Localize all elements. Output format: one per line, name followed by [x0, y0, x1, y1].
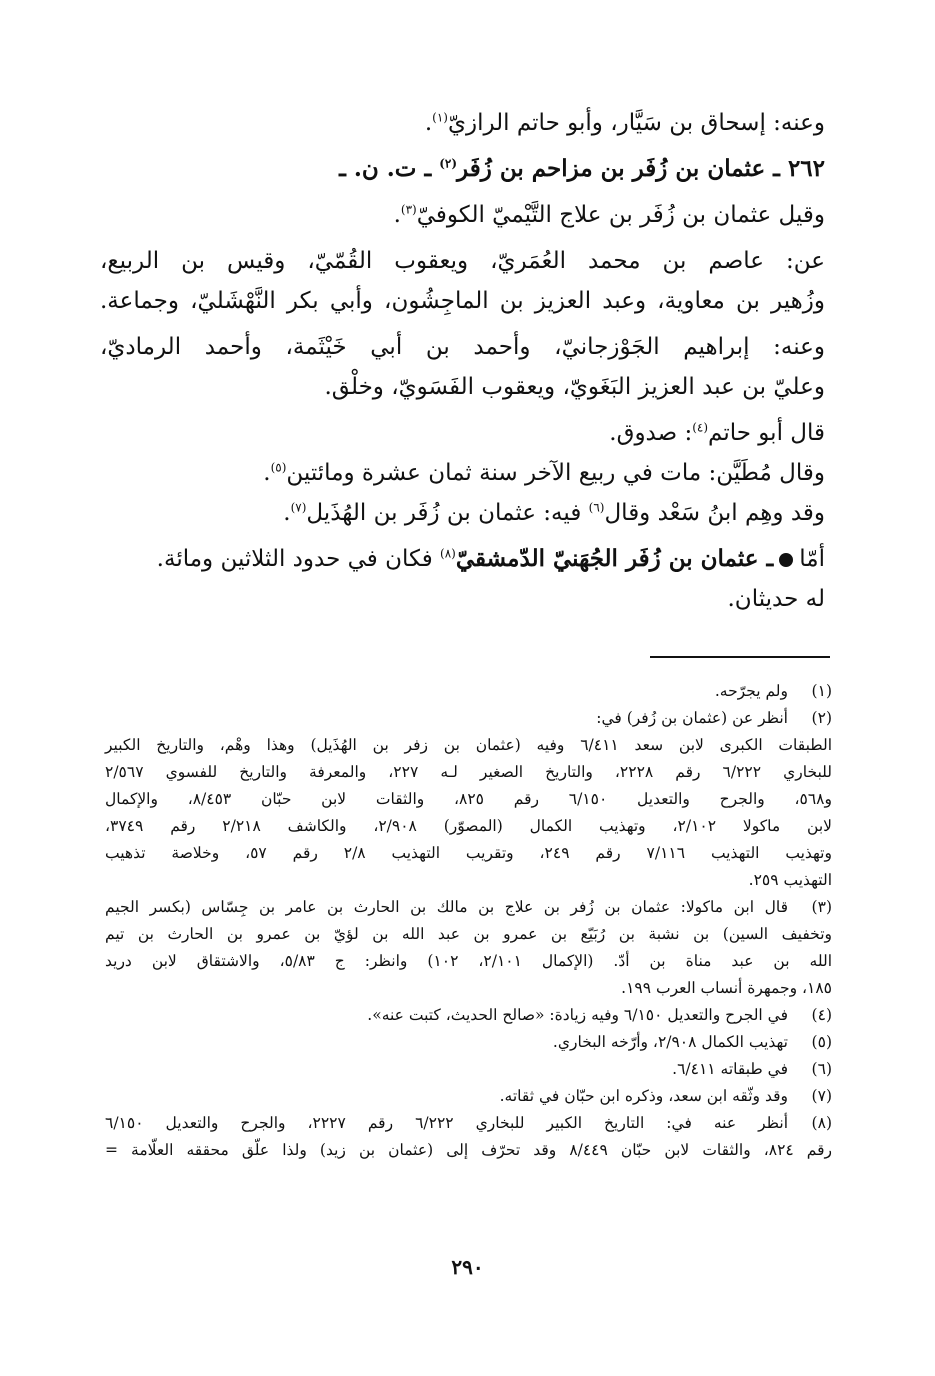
- footnote: [105, 705, 832, 894]
- footnote-ref: (٢): [439, 156, 458, 171]
- footnote: [105, 1110, 832, 1164]
- footnote-ref: (٥): [270, 460, 287, 475]
- footnote-separator: [650, 656, 830, 658]
- footnote-line: في طبقاته ٦/٤١١.: [672, 1060, 788, 1078]
- footnote-ref: (٣): [400, 202, 417, 217]
- footnote-line: ١٨٥، وجمهرة أنساب العرب ١٩٩.: [621, 979, 832, 997]
- footnote-line: قال ابن ماكولا: عثمان بن زُفر بن علاج بن مالك بن الحارث بن عامر بن جِسّاس (بكسر الجيم: [105, 898, 788, 916]
- footnote-number: (٣): [811, 898, 832, 916]
- footnote-number: (٧): [811, 1087, 832, 1105]
- footnote-line: التهذيب ٢٥٩.: [748, 871, 832, 889]
- amma-line: أمّاـ عثمان بن زُفَر الجُهَنيّ الدّمشقيّ$^{(٨)}$ فكان في حدود الثلاثين ومائة.: [156, 545, 825, 572]
- footnote-line: لابن ماكولا ٢/١٠٢، وتهذيب الكمال (المصوّر) ٢/٩٠٨، والكاشف ٢/٢١٨ رقم ٣٧٤٩،: [105, 817, 832, 835]
- footnote-line: ولم يجرّحه.: [714, 682, 788, 700]
- footnote-line: وتهذيب التهذيب ٧/١١٦ رقم ٢٤٩، وتقريب التهذيب ٢/٨ رقم ٥٧، وخلاصة تذهيب: [105, 844, 832, 862]
- page-number: ٢٩٠: [451, 1255, 484, 1279]
- footnote: [105, 1029, 832, 1056]
- footnote-ref: (١): [432, 110, 448, 125]
- footnotes: [105, 678, 832, 1164]
- main-text: [100, 104, 825, 626]
- main-line: وزُهير بن معاوية، وعبد العزيز بن الماجِشُون، وأبي بكر النَّهْشَليّ، وجماعة.: [100, 288, 825, 314]
- footnote-line: أنظر عن (عثمان بن زُفر) في:: [596, 709, 788, 727]
- footnote: [105, 1083, 832, 1110]
- footnote: [105, 894, 832, 1002]
- footnote-number: (٨): [811, 1114, 832, 1132]
- footnote: [105, 678, 832, 705]
- main-line: وقد وهِم ابنُ سَعْد وقال$^{(٦)}$ فيه: عثمان بن زُفَر بن الهُذَيل$^{(٧)}$.: [283, 500, 825, 526]
- bullet-dot-icon: [779, 553, 793, 567]
- footnote-line: تهذيب الكمال ٢/٩٠٨، وأرّخه البخاري.: [552, 1033, 788, 1051]
- footnote-line: أنظر عنه في: التاريخ الكبير للبخاري ٦/٢٢٢ رقم ٢٢٢٧، والجرح والتعديل ٦/١٥٠: [105, 1114, 789, 1132]
- footnote-line: رقم ٨٢٤، والثقات لابن حبّان ٨/٤٤٩ وقد تحرّف إلى (عثمان بن زيد) ولذا علّق محققه العلّامة =: [105, 1141, 833, 1159]
- footnote-ref: (٤): [692, 420, 709, 435]
- footnote-ref: (٦): [588, 500, 605, 515]
- footnote-line: الله بن عبد مناة بن أدّ. (الإكمال ٢/١٠١، ١٠٢) وانظر: ج ٥/٨٣، والاشتقاق لابن دريد: [105, 952, 832, 970]
- footnote-number: (٦): [811, 1060, 832, 1078]
- main-line-last: له حديثان.: [727, 586, 825, 612]
- main-line: وقال مُطَيَّن: مات في ربيع الآخر سنة ثمان عشرة ومائتين$^{(٥)}$.: [263, 460, 825, 486]
- footnote-number: (١): [811, 682, 832, 700]
- footnote-line: وتخفيف السين) بن نشبة بن رُبَيّع بن عمرو بن عبد الله بن لؤيّ بن عمرو بن الحارث بن تيم: [105, 925, 832, 943]
- main-line: وعنه: إسحاق بن سَيَّار، وأبو حاتم الرازيّ$^{(١)}$.: [424, 110, 825, 136]
- main-line: عن: عاصم بن محمد العُمَريّ، ويعقوب القُمّيّ، وقيس بن الربيع،: [100, 248, 825, 274]
- footnote-ref: (٨): [440, 546, 456, 561]
- main-line: قال أبو حاتم$^{(٤)}$: صدوق.: [609, 420, 825, 446]
- footnote-line: في الجرح والتعديل ٦/١٥٠ وفيه زيادة: «صالح الحديث، كتبت عنه».: [367, 1006, 788, 1024]
- footnote-number: (٥): [811, 1033, 832, 1051]
- footnote-line: الطبقات الكبرى لابن سعد ٦/٤١١ وفيه (عثمان بن زفر بن الهُذَيل) وهذا وهْم، والتاريخ الكبير: [105, 736, 832, 754]
- main-line: وعليّ بن عبد العزيز البَغَويّ، ويعقوب الفَسَويّ، وخلْق.: [324, 374, 825, 400]
- main-line: وقيل عثمان بن زُفَر بن علاج التَّيْميّ الكوفيّ$^{(٣)}$.: [393, 202, 825, 228]
- footnote: [105, 1002, 832, 1029]
- footnote-ref: (٧): [290, 500, 307, 515]
- entry-heading: ٢٦٢ ـ عثمان بن زُفَر بن مزاحم بن زُفَر$^{(٢)}$ ـ ت. ن. ـ: [339, 155, 825, 182]
- footnote-number: (٤): [811, 1006, 832, 1024]
- main-line: وعنه: إبراهيم الجَوْزجانيّ، وأحمد بن أبي خَيْثَمة، وأحمد الرماديّ،: [100, 334, 825, 360]
- footnote-line: و٥٦٨، والجرح والتعديل ٦/١٥٠ رقم ٨٢٥، والثقات لابن حبّان ٨/٤٥٣، والإكمال: [105, 790, 833, 808]
- footnote-number: (٢): [811, 709, 832, 727]
- footnote: [105, 1056, 832, 1083]
- footnote-line: للبخاري ٦/٢٢٢ رقم ٢٢٢٨، والتاريخ الصغير لـه ٢٢٧، والمعرفة والتاريخ للفسوي ٢/٥٦٧: [105, 763, 832, 781]
- footnote-line: وقد وثّقه ابن سعد، وذكره ابن حبّان في ثقاته.: [499, 1087, 788, 1105]
